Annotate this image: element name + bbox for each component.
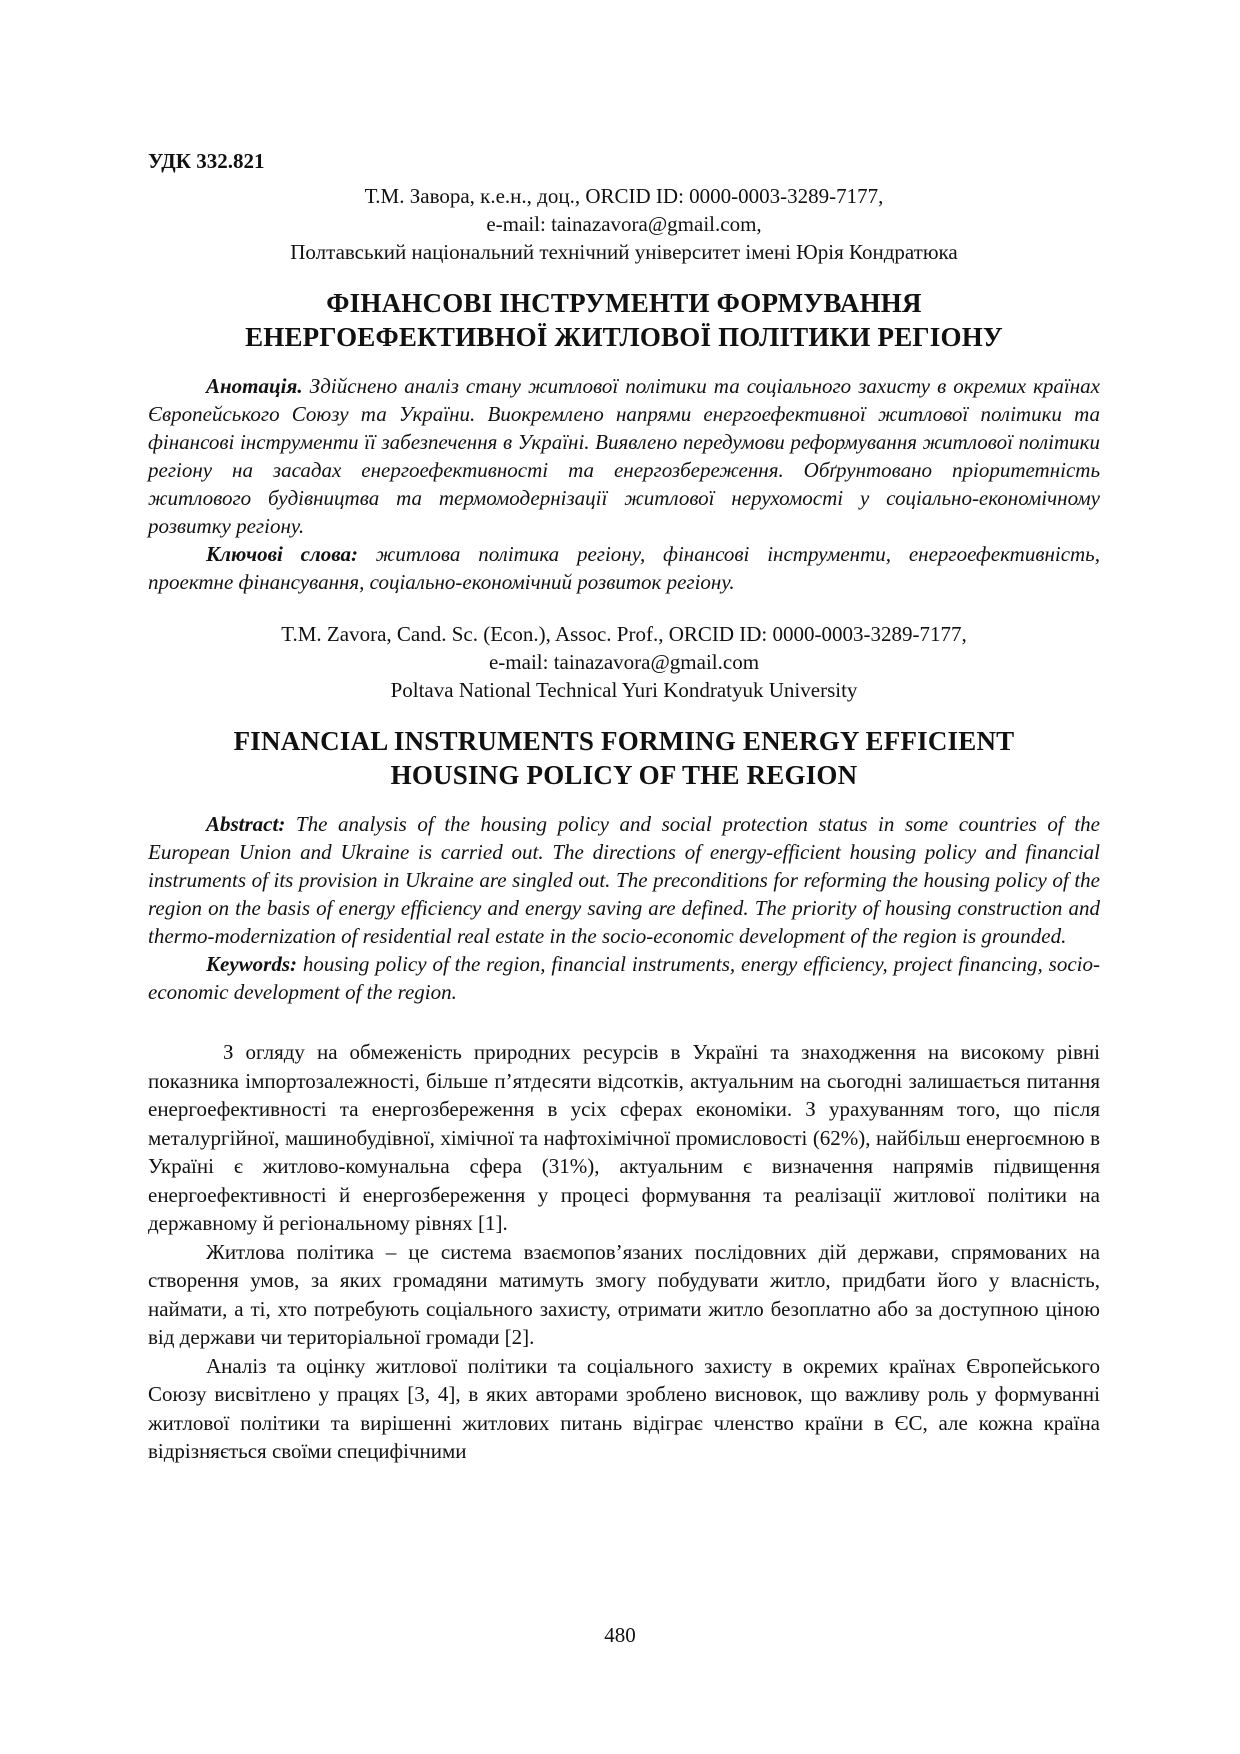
ua-article-title xyxy=(148,286,1100,354)
en-title-line-2: HOUSING POLICY OF THE REGION xyxy=(390,760,858,790)
en-author-credentials: T.M. Zavora, Cand. Sc. (Econ.), Assoc. Prof., ORCID ID: 0000-0003-3289-7177, xyxy=(281,622,967,646)
body-paragraph: Житлова політика – це система взаємопов’язаних послідовних дій держави, спрямованих на створення умов, за яких громадяни матимуть змогу побудувати житло, придбати його у власність, наймати, а ті, хто потребують соціального захисту, отримати житло безоплатно або за доступною ціною від держави чи територіальної громади [2]. xyxy=(148,1239,1100,1349)
ua-author-affiliation: Полтавський національний технічний університет імені Юрія Кондратюка xyxy=(290,240,958,264)
en-abstract xyxy=(148,810,1100,950)
ua-author-email: e-mail: tainazavora@gmail.com, xyxy=(486,212,762,236)
ua-abstract-text: Здійснено аналіз стану житлової політики та соціального захисту в окремих країнах Європейського Союзу та України. Виокремлено напрями енергоефективної житлової політики та фінансові інструменти її забезпечення в Україні. Виявлено передумови реформування житлової політики регіону на засадах енергоефективності та енергозбереження. Обґрунтовано пріоритетність житлового будівництва та термомодернізації житлової нерухомості у соціально-економічному розвитку регіону. xyxy=(148,374,1100,538)
en-keywords xyxy=(148,950,1100,1006)
en-title-line-1: FINANCIAL INSTRUMENTS FORMING ENERGY EFFICIENT xyxy=(233,726,1015,756)
en-abstract-text: The analysis of the housing policy and social protection status in some countries of the European Union and Ukraine is carried out. The directions of energy-efficient housing policy and financial instruments of its provision in Ukraine are singled out. The preconditions for reforming the housing policy of the region on the basis of energy efficiency and energy saving are defined. The priority of housing construction and thermo-modernization of residential real estate in the socio-economic development of the region is grounded. xyxy=(148,812,1100,948)
ua-keywords-label: Ключові слова: xyxy=(206,542,358,566)
paper-page xyxy=(148,148,1100,1466)
page-number: 480 xyxy=(604,1623,636,1647)
body-paragraph: З огляду на обмеженість природних ресурсів в Україні та знаходження на високому рівні показника імпортозалежності, більше п’ятдесяти відсотків, актуальним на сьогодні залишається питання енергоефективності та енергозбереження в усіх сферах економіки. З урахуванням того, що після металургійної, машинобудівної, хімічної та нафтохімічної промисловості (62%), найбільш енергоємною в Україні є житлово-комунальна сфера (31%), актуальним є визначення напрямів підвищення енергоефективності й енергозбереження у процесі формування та реалізації житлової політики на державному й регіональному рівнях [1]. xyxy=(148,1040,1100,1235)
en-article-title xyxy=(148,724,1100,792)
ua-keywords xyxy=(148,540,1100,596)
ua-title-line-1: ФІНАНСОВІ ІНСТРУМЕНТИ ФОРМУВАННЯ xyxy=(326,288,922,318)
en-author-block xyxy=(148,620,1100,704)
udk-code: УДК 332.821 xyxy=(148,149,265,173)
ua-abstract xyxy=(148,372,1100,540)
en-author-email: e-mail: tainazavora@gmail.com xyxy=(488,650,760,674)
ua-keywords-text: житлова політика регіону, фінансові інструменти, енергоефективність, проектне фінансування, соціально-економічний розвиток регіону. xyxy=(148,542,1100,594)
en-keywords-label: Keywords: xyxy=(206,952,297,976)
ua-author-block xyxy=(148,182,1100,266)
en-keywords-text: housing policy of the region, financial instruments, energy efficiency, project financing, socio-economic development of the region. xyxy=(148,952,1100,1004)
en-abstract-label: Abstract: xyxy=(206,812,286,836)
body-text xyxy=(148,1038,1100,1466)
ua-abstract-label: Анотація. xyxy=(206,374,303,398)
en-author-affiliation: Poltava National Technical Yuri Kondratyuk University xyxy=(390,678,858,702)
ua-title-line-2: ЕНЕРГОЕФЕКТИВНОЇ ЖИТЛОВОЇ ПОЛІТИКИ РЕГІОНУ xyxy=(245,322,1003,352)
ua-author-credentials: Т.М. Завора, к.е.н., доц., ORCID ID: 0000-0003-3289-7177, xyxy=(364,184,884,208)
body-paragraph: Аналіз та оцінку житлової політики та соціального захисту в окремих країнах Європейського Союзу висвітлено у працях [3, 4], в яких авторами зроблено висновок, що важливу роль у формуванні житлової політики та вирішенні житлових питань відіграє членство країни в ЄС, але кожна країна відрізняється своїми специфічними xyxy=(148,1353,1100,1463)
